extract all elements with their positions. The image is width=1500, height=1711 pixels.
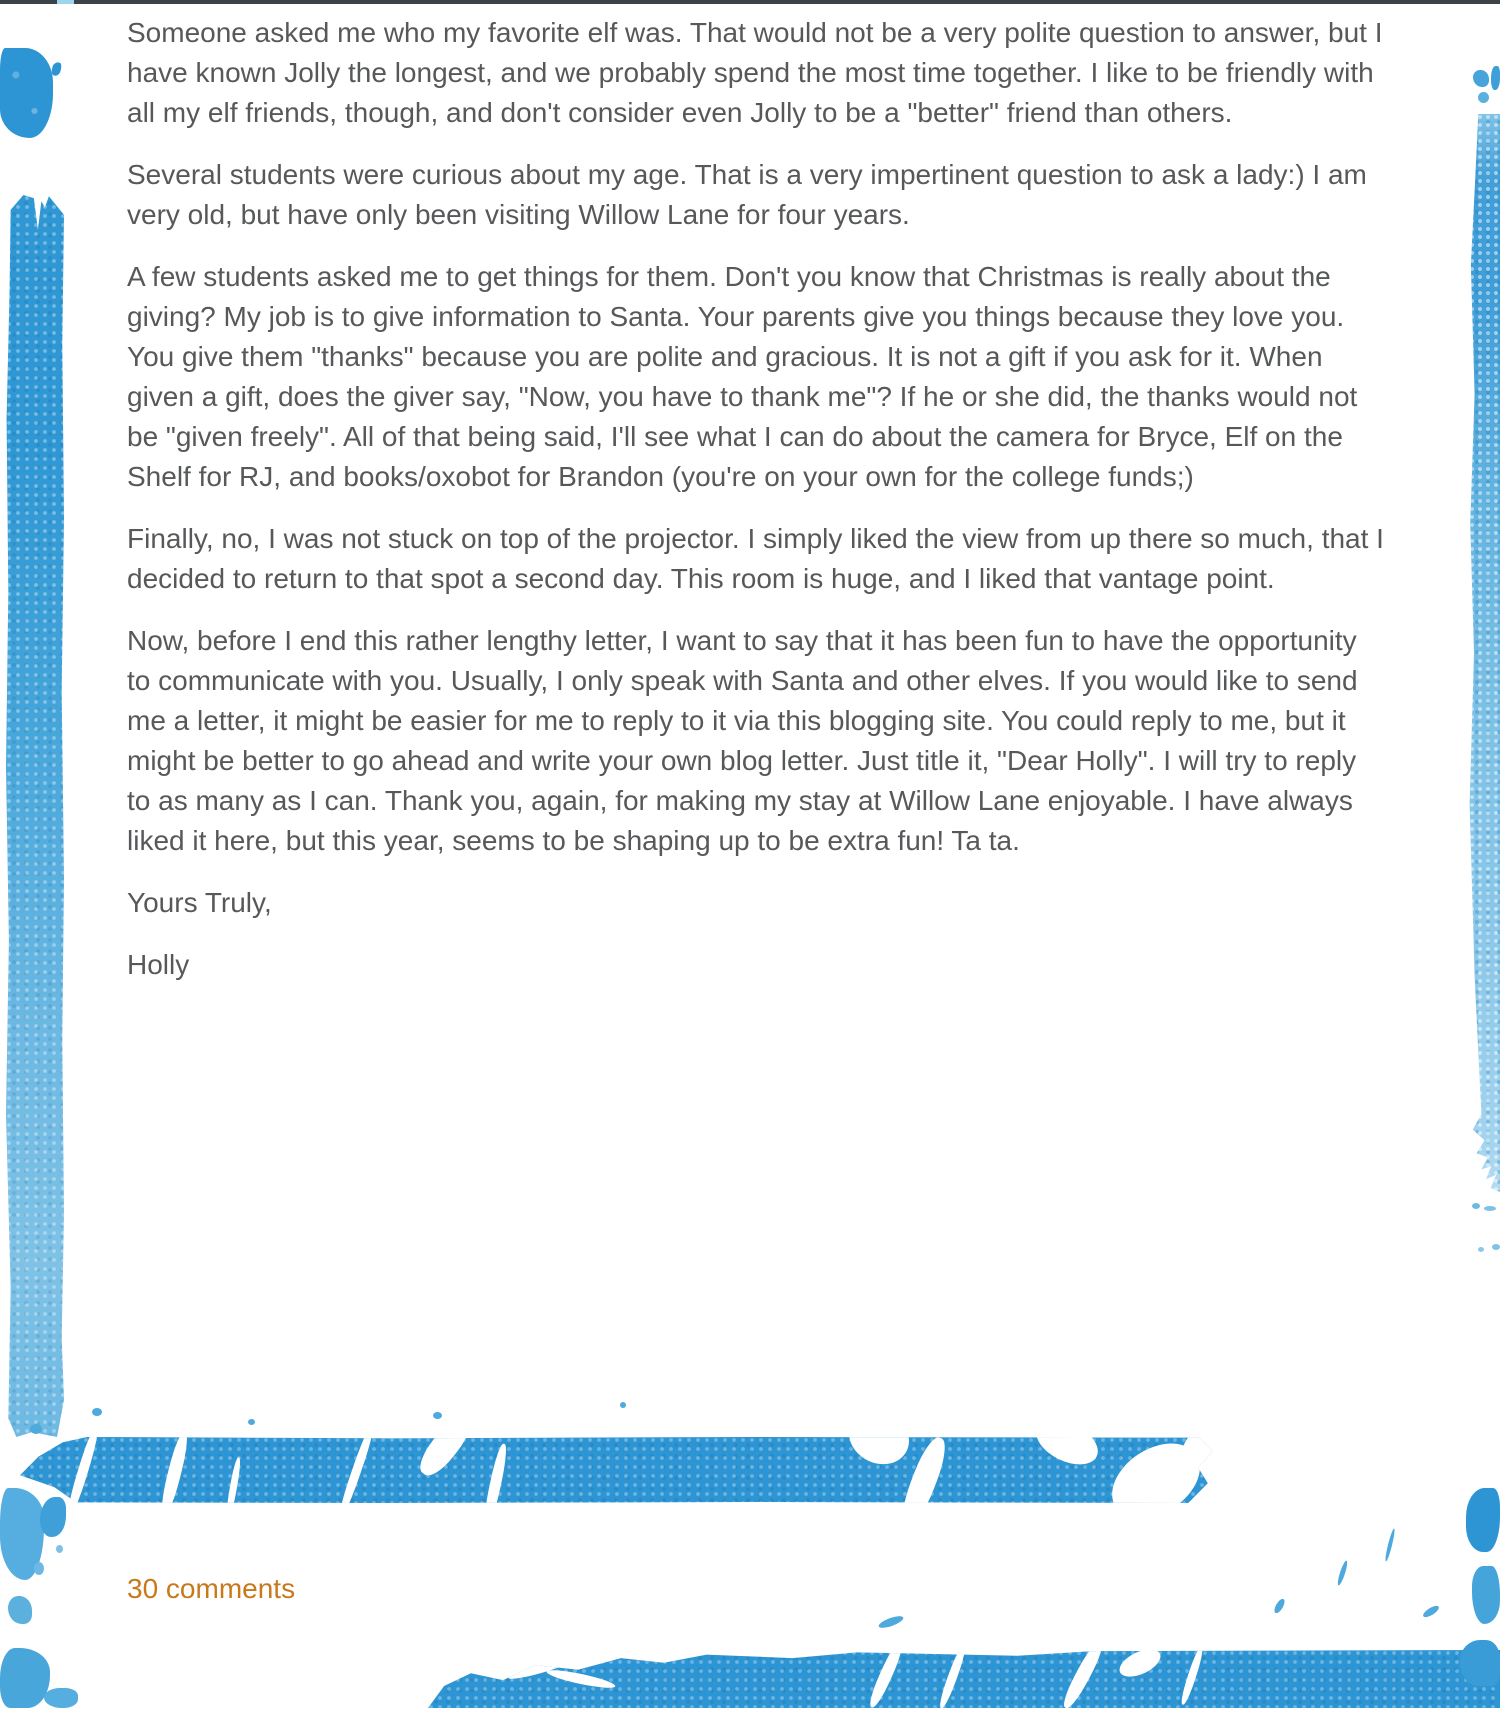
paint-speck bbox=[433, 1412, 442, 1419]
paint-band-right bbox=[1469, 114, 1500, 1192]
paint-dot-top-left bbox=[50, 61, 63, 77]
paint-fragment-right bbox=[1478, 92, 1489, 103]
post-signoff: Yours Truly, bbox=[127, 887, 272, 918]
white-streak bbox=[839, 1399, 918, 1474]
paint-splat-top-left bbox=[0, 48, 53, 138]
top-bar-notch bbox=[57, 0, 74, 4]
white-streak bbox=[1029, 1410, 1105, 1473]
paint-fragment-right-lower bbox=[1466, 1488, 1500, 1552]
post-paragraph: Several students were curious about my age. That is a very impertinent question to ask a lady:) I am very old, but have only been visiting Willow Lane for four years. bbox=[127, 159, 1367, 230]
white-streak bbox=[65, 1426, 101, 1517]
white-streak bbox=[413, 1410, 477, 1481]
post-body bbox=[127, 13, 1385, 1007]
paint-speck bbox=[1478, 1247, 1484, 1252]
paint-fragment-right bbox=[1491, 66, 1500, 90]
paint-strip-post-bottom bbox=[20, 1437, 1242, 1503]
paint-speck bbox=[44, 1688, 78, 1708]
comments-section bbox=[62, 1504, 1466, 1664]
white-streak bbox=[158, 1431, 191, 1516]
post-paragraph: A few students asked me to get things for them. Don't you know that Christmas is really about the giving? My job is to give information to Santa. Your parents give you things because they love you. You give them "thanks" because you are polite and gracious. It is not a gift if you ask for it. When given a gift, does the giver say, "Now, you have to thank me"? If he or she did, the thanks would not be "given freely". All of that being said, I'll see what I can do about the camera for Bryce, Elf on the Shelf for RJ, and books/oxobot for Brandon (you're on your own for the college funds;) bbox=[127, 261, 1358, 492]
paint-speck bbox=[34, 1562, 44, 1575]
white-streak bbox=[546, 1667, 617, 1691]
comments-link[interactable]: 30 comments bbox=[127, 1573, 296, 1604]
paint-fragment-right-lower bbox=[1460, 1640, 1500, 1686]
paint-speck bbox=[30, 1424, 42, 1434]
paint-speck bbox=[92, 1408, 102, 1416]
top-border-bar bbox=[0, 0, 1500, 4]
paint-fragment-right-lower bbox=[1472, 1566, 1500, 1624]
paint-speck bbox=[248, 1419, 255, 1425]
paint-speck bbox=[1472, 1203, 1480, 1209]
post-signature: Holly bbox=[127, 949, 190, 980]
paint-speck bbox=[1492, 1244, 1500, 1250]
paint-speck bbox=[1484, 1206, 1496, 1211]
post-paragraph: Finally, no, I was not stuck on top of the projector. I simply liked the view from up there so much, that I decided to return to that spot a second day. This room is huge, and I liked that vantage point. bbox=[127, 523, 1384, 594]
post-paragraph: Someone asked me who my favorite elf was. That would not be a very polite question to answer, but I have known Jolly the longest, and we probably spend the most time together. I like to be friendly with all my elf friends, though, and don't consider even Jolly to be a "better" friend than others. bbox=[127, 17, 1383, 128]
paint-speck bbox=[620, 1402, 626, 1408]
post-paragraph: Now, before I end this rather lengthy letter, I want to say that it has been fun to have the opportunity to communicate with you. Usually, I only speak with Santa and other elves. If you would like to send me a letter, it might be easier for me to reply to it via this blogging site. You could reply to me, but it might be better to go ahead and write your own blog letter. Just title it, "Dear Holly". I will try to reply to as many as I can. Thank you, again, for making my stay at Willow Lane enjoyable. I have always liked it here, but this year, seems to be shaping up to be extra fun! Ta ta. bbox=[127, 625, 1358, 856]
paint-stroke-left bbox=[6, 195, 64, 1437]
paint-fragment-right bbox=[1473, 70, 1489, 87]
paint-splat-bottom-left bbox=[8, 1596, 32, 1624]
paint-splat-bottom-left bbox=[0, 1648, 50, 1708]
